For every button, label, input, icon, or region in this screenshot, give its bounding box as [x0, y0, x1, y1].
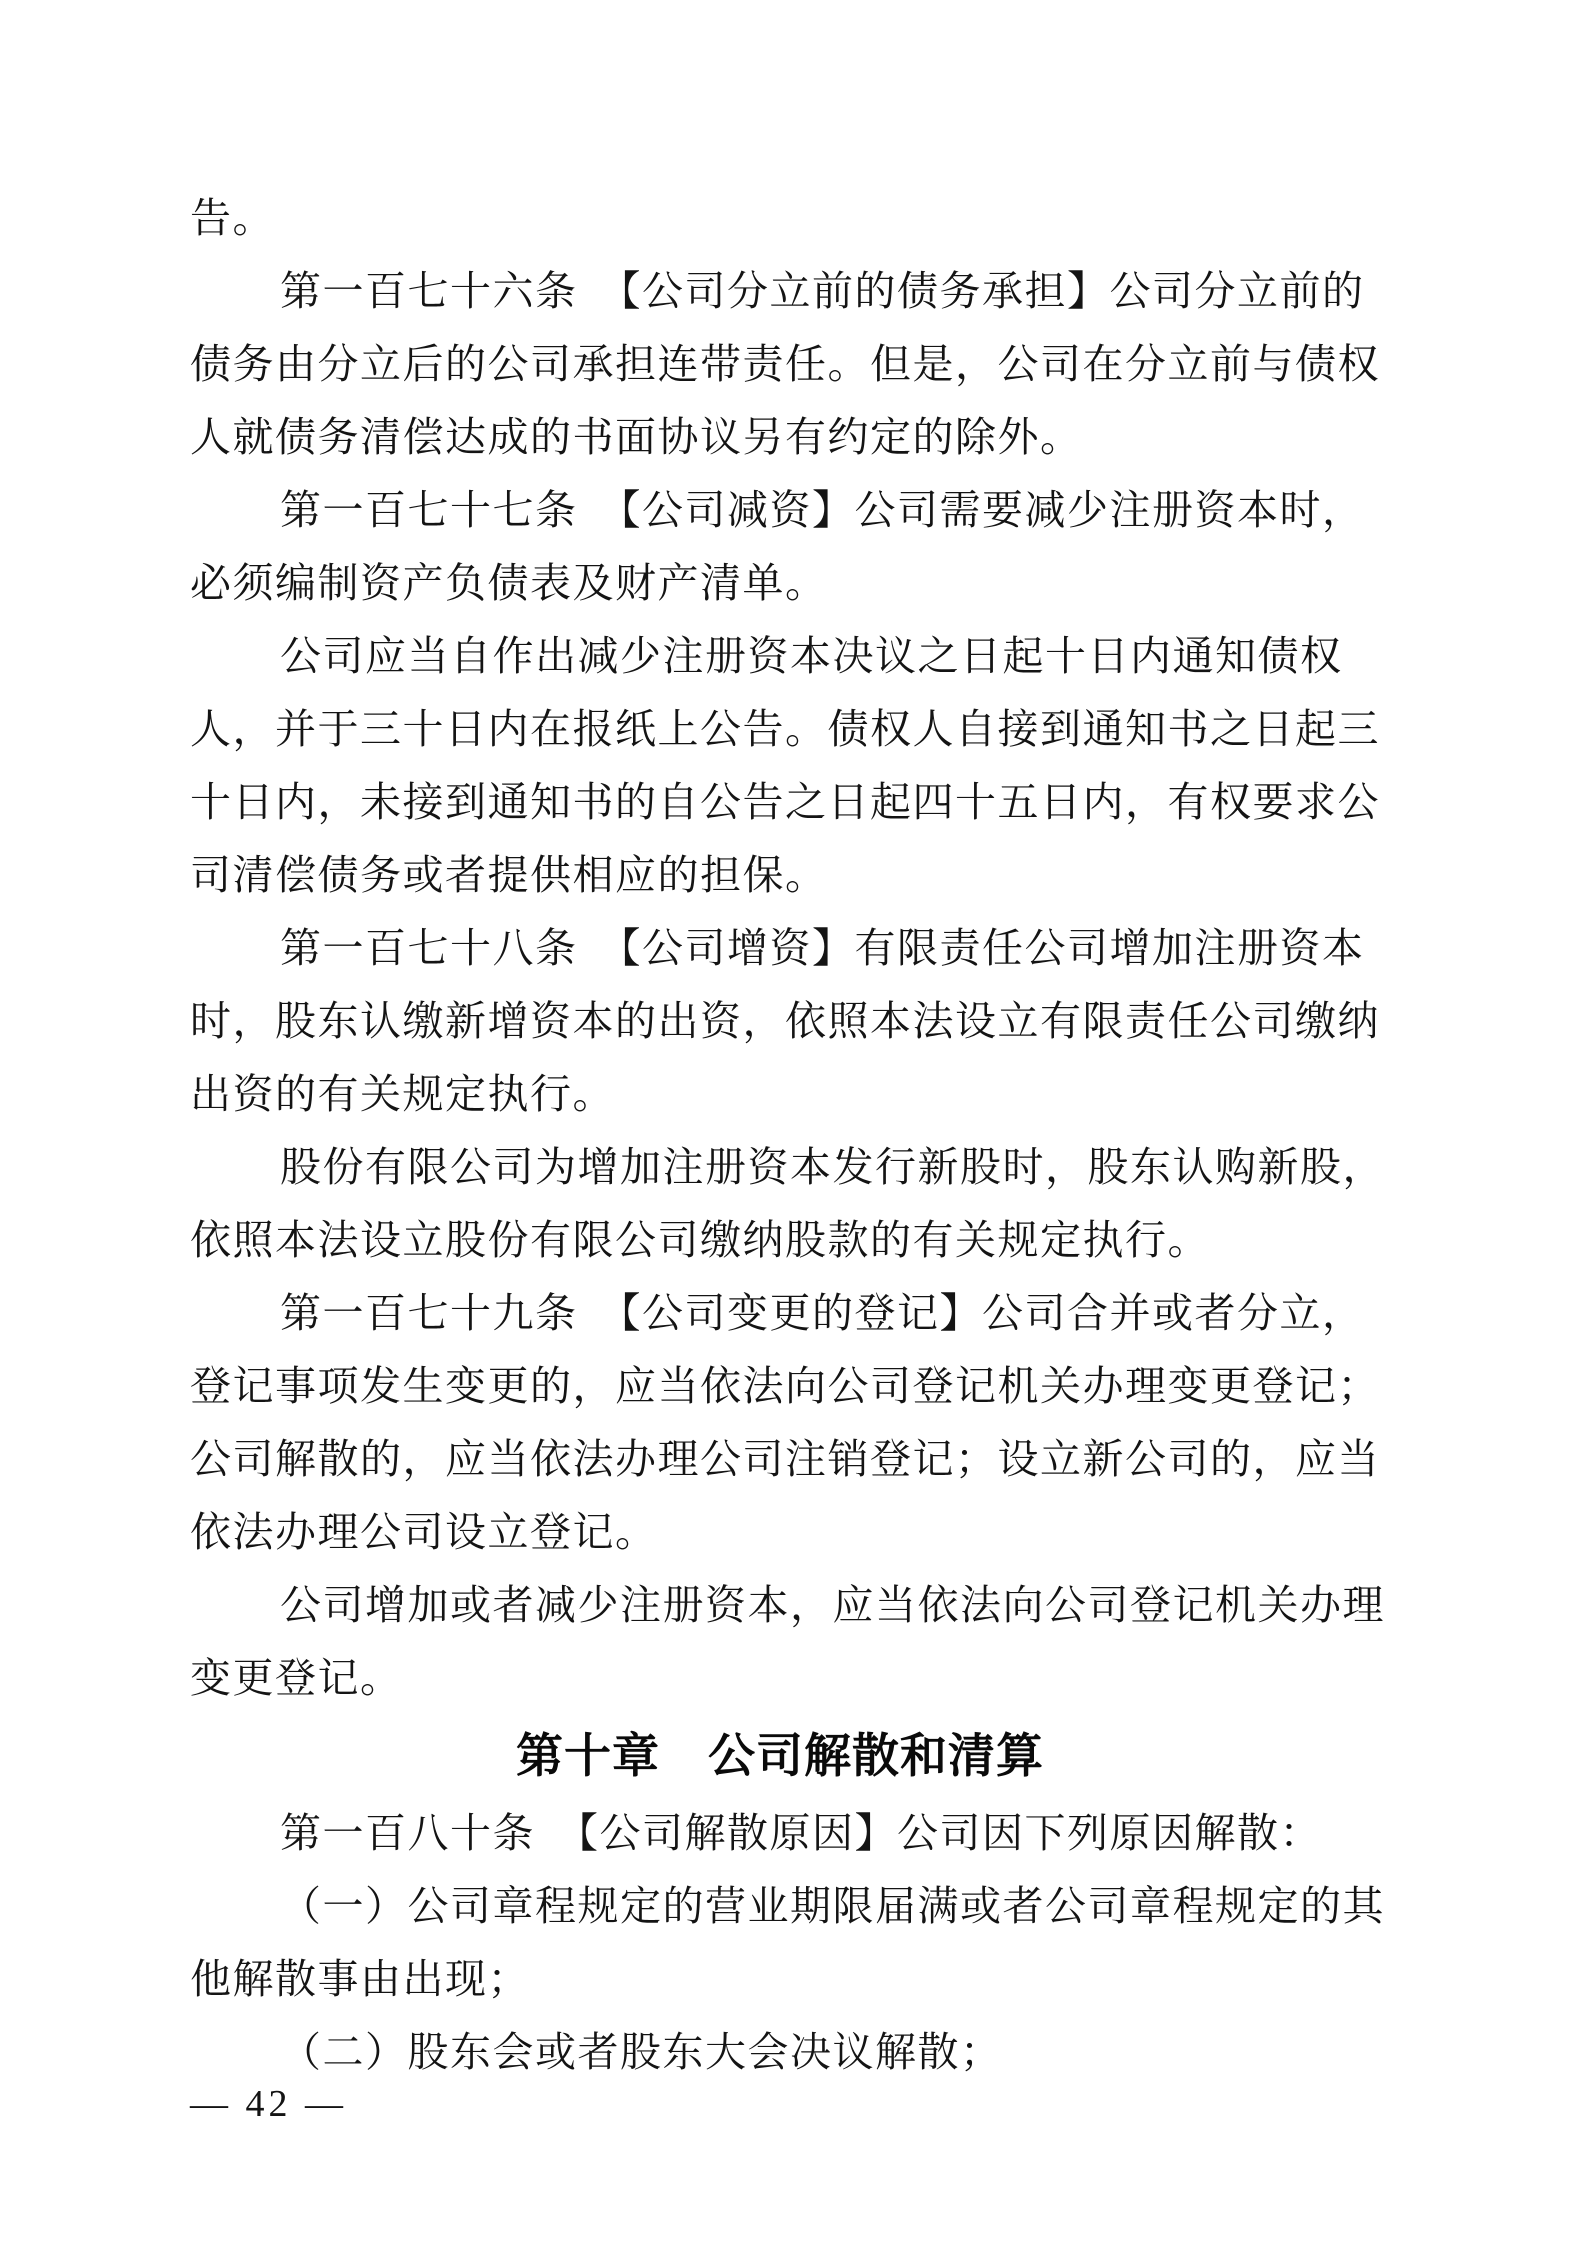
- text-line: 依法办理公司设立登记。: [190, 1509, 658, 1555]
- page-number: — 42 —: [190, 2083, 347, 2125]
- text-line: 他解散事由出现；: [190, 1956, 530, 2002]
- text-line: 第一百七十七条 【公司减资】公司需要减少注册资本时，: [280, 487, 1365, 533]
- text-line: 十日内，未接到通知书的自公告之日起四十五日内，有权要求公: [190, 779, 1380, 825]
- text-line: 告。: [190, 195, 275, 241]
- text-line: 登记事项发生变更的，应当依法向公司登记机关办理变更登记；: [190, 1363, 1380, 1409]
- text-line: 人，并于三十日内在报纸上公告。债权人自接到通知书之日起三: [190, 706, 1380, 752]
- text-line: 第一百八十条 【公司解散原因】公司因下列原因解散：: [280, 1810, 1322, 1856]
- text-line: 出资的有关规定执行。: [190, 1071, 615, 1117]
- text-line: 公司应当自作出减少注册资本决议之日起十日内通知债权: [280, 633, 1343, 679]
- text-line: 公司解散的，应当依法办理公司注销登记；设立新公司的，应当: [190, 1436, 1380, 1482]
- text-line: 股份有限公司为增加注册资本发行新股时，股东认购新股，: [280, 1144, 1385, 1190]
- chapter-heading: 第十章 公司解散和清算: [516, 1729, 1044, 1782]
- text-line: 时，股东认缴新增资本的出资，依照本法设立有限责任公司缴纳: [190, 998, 1380, 1044]
- text-line: （二）股东会或者股东大会决议解散；: [280, 2029, 1003, 2075]
- text-line: 人就债务清偿达成的书面协议另有约定的除外。: [190, 414, 1083, 460]
- text-line: 第一百七十六条 【公司分立前的债务承担】公司分立前的: [280, 268, 1365, 314]
- text-line: （一）公司章程规定的营业期限届满或者公司章程规定的其: [280, 1883, 1385, 1929]
- text-line: 必须编制资产负债表及财产清单。: [190, 560, 828, 606]
- text-line: 第一百七十九条 【公司变更的登记】公司合并或者分立，: [280, 1290, 1365, 1336]
- text-line: 债务由分立后的公司承担连带责任。但是，公司在分立前与债权: [190, 341, 1380, 387]
- text-line: 变更登记。: [190, 1655, 403, 1701]
- text-line: 依照本法设立股份有限公司缴纳股款的有关规定执行。: [190, 1217, 1210, 1263]
- text-line: 第一百七十八条 【公司增资】有限责任公司增加注册资本: [280, 925, 1365, 971]
- text-line: 司清偿债务或者提供相应的担保。: [190, 852, 828, 898]
- text-line: 公司增加或者减少注册资本，应当依法向公司登记机关办理: [280, 1582, 1385, 1628]
- document-body: [190, 182, 1385, 2089]
